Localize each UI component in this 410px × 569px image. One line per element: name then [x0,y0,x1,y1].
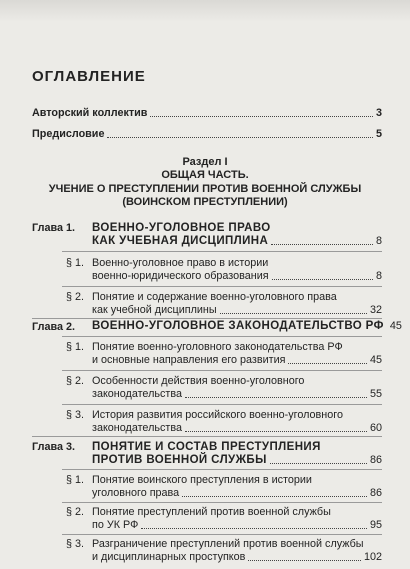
toc-entry-preface [32,128,382,141]
toc-entry-label: Понятие воинского преступления в истории [92,474,312,486]
dot-leader [141,527,367,529]
paragraph-number: § 1. [66,474,85,486]
toc-entry-label: Авторский коллектив [32,107,148,119]
dot-leader [107,136,373,138]
chapter-label: Глава 1. [32,222,75,234]
chapter-title-cont: КАК УЧЕБНАЯ ДИСЦИПЛИНА [92,235,269,247]
chapter-title-line [92,320,402,333]
chapter-title-cont: ПРОТИВ ВОЕННОЙ СЛУЖБЫ [92,454,267,466]
toc-page-number: 60 [369,422,382,434]
toc-entry-label-cont: как учебной дисциплины [92,304,217,316]
toc-page-number: 8 [375,270,382,282]
divider [62,469,382,470]
section-number: Раздел I [182,156,228,168]
toc-page-number: 32 [369,304,382,316]
toc-entry-label-cont: по УК РФ [92,519,139,531]
toc-entry [92,270,382,283]
toc-entry-label: История развития российского военно-уголовного [92,409,343,421]
toc-entry-label-cont: и основные направления его развития [92,354,286,366]
toc-entry-label: Понятие и содержание военно-уголовного права [92,291,337,303]
section-title: ОБЩАЯ ЧАСТЬ. [161,169,249,181]
section-subtitle-cont: (ВОИНСКОМ ПРЕСТУПЛЕНИИ) [122,196,288,208]
paragraph-number: § 1. [66,341,85,353]
toc-entry-label: Особенности действия военно-уголовного [92,375,305,387]
toc-entry-label-cont: военно-юридического образования [92,270,269,282]
dot-leader [220,312,367,314]
toc-page-number: 8 [375,235,382,247]
chapter-title: ВОЕННО-УГОЛОВНОЕ ЗАКОНОДАТЕЛЬСТВО РФ [92,320,384,332]
dot-leader [288,362,367,364]
toc-page-number: 55 [369,388,382,400]
divider [62,404,382,405]
divider [32,436,382,437]
dot-leader [271,243,373,245]
toc-page-number: 45 [369,354,382,366]
dot-leader [185,430,367,432]
toc-entry [92,388,382,401]
toc-page-number: 5 [375,128,382,140]
chapter-label: Глава 3. [32,441,75,453]
paragraph-number: § 2. [66,506,85,518]
divider [32,318,382,319]
toc-page-number: 3 [375,107,382,119]
dot-leader [182,495,367,497]
toc-entry-label-cont: законодательства [92,388,182,400]
toc-page-number: 95 [369,519,382,531]
toc-entry-label: Понятие военно-уголовного законодательства РФ [92,341,343,353]
chapter-title: ПОНЯТИЕ И СОСТАВ ПРЕСТУПЛЕНИЯ [92,441,321,453]
toc-entry-label: Предисловие [32,128,105,140]
chapter-title-line [92,235,382,248]
toc-entry [92,487,382,500]
toc-entry-authors [32,107,382,120]
toc-entry-label-cont: и дисциплинарных проступков [92,551,246,563]
dot-leader [150,115,373,117]
toc-page-number: 102 [363,551,382,563]
toc-heading: ОГЛАВЛЕНИЕ [32,68,146,85]
toc-entry [92,422,382,435]
toc-page-number: 86 [369,454,382,466]
divider [62,370,382,371]
divider [62,502,382,503]
toc-entry [92,519,382,532]
toc-entry [92,354,382,367]
toc-entry-label: Понятие преступлений против военной службы [92,506,331,518]
toc-entry [92,304,382,317]
chapter-title-line [92,454,382,467]
chapter-label: Глава 2. [32,321,75,333]
dot-leader [248,559,361,561]
chapter-title: ВОЕННО-УГОЛОВНОЕ ПРАВО [92,222,271,234]
paragraph-number: § 2. [66,291,85,303]
divider [62,286,382,287]
paragraph-number: § 2. [66,375,85,387]
paragraph-number: § 1. [66,257,85,269]
dot-leader [185,396,367,398]
section-subtitle: УЧЕНИЕ О ПРЕСТУПЛЕНИИ ПРОТИВ ВОЕННОЙ СЛУЖБЫ [48,183,362,195]
toc-entry [92,551,382,564]
divider [62,336,382,337]
toc-entry-label-cont: уголовного права [92,487,180,499]
paragraph-number: § 3. [66,538,85,550]
toc-entry-label-cont: законодательства [92,422,182,434]
divider [62,534,382,535]
dot-leader [270,462,367,464]
paragraph-number: § 3. [66,409,85,421]
divider [62,251,382,252]
toc-page-number: 45 [389,320,402,332]
toc-page-number: 86 [369,487,382,499]
dot-leader [272,278,373,280]
previous-page-bleed [0,0,410,22]
toc-entry-label: Военно-уголовное право в истории [92,257,269,269]
toc-entry-label: Разграничение преступлений против военной службы [92,538,364,550]
